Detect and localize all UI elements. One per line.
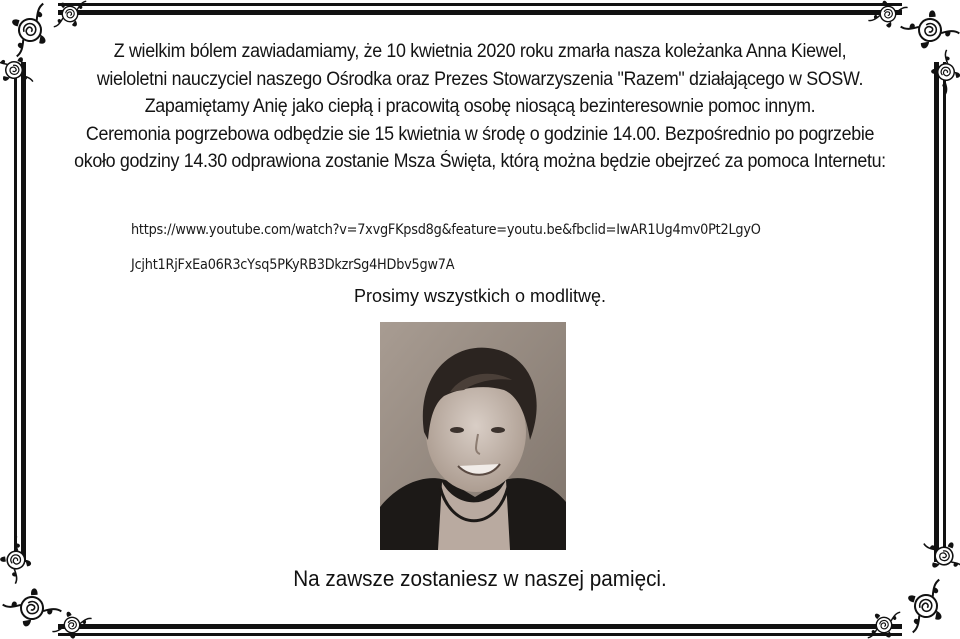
portrait-photo [380,322,566,550]
stream-url-part-1: https://www.youtube.com/watch?v=7xvgFKpsd8g&feature=youtu.be&fbclid=IwAR1Ug4mv0Pt2LgyO [131,222,761,238]
prayer-request: Prosimy wszystkich o modlitwę. [353,286,607,306]
left-border [14,62,26,562]
announcement-line: Ceremonia pogrzebowa odbędzie sie 15 kwietnia w środę o godzinie 14.00. Bezpośrednio po pogrzebie [85,123,875,145]
right-border [934,62,946,562]
announcement-text [40,38,920,176]
announcement-line: Zapamiętamy Anię jako ciepłą i pracowitą osobę niosącą bezinteresownie pomoc innym. [144,96,816,117]
closing-line: Na zawsze zostaniesz w naszej pamięci. [293,566,667,591]
stream-url-part-2: Jcjht1RjFxEa06R3cYsq5PKyRB3DkzrSg4HDbv5gw7A [131,257,455,273]
bottom-border [58,624,902,636]
top-border [58,3,902,15]
announcement-line: około godziny 14.30 odprawiona zostanie Msza Święta, którą można będzie obejrzeć za pomoca Internetu: [74,151,886,172]
announcement-line: Z wielkim bólem zawiadamiamy, że 10 kwietnia 2020 roku zmarła nasza koleżanka Anna Kiewel, [113,41,847,62]
announcement-line: wieloletni nauczyciel naszego Ośrodka oraz Prezes Stowarzyszenia "Razem" działającego w SOSW. [96,68,864,90]
